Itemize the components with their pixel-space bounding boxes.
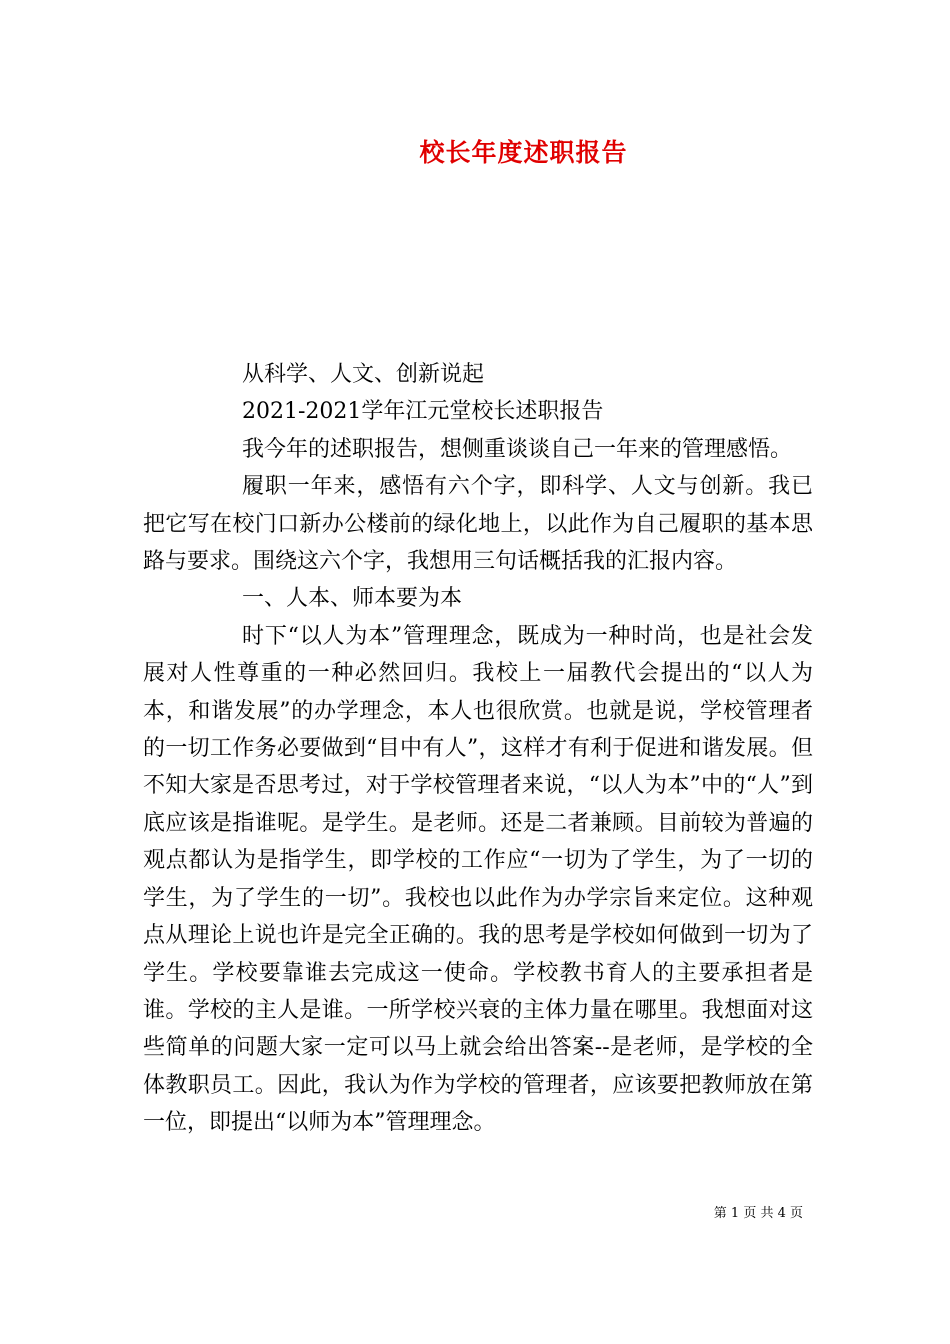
page-title: 校长年度述职报告	[419, 138, 628, 167]
page-footer: 第 1 页 共 4 页	[713, 1206, 803, 1221]
paragraph-intro: 我今年的述职报告，想侧重谈谈自己一年来的管理感悟。	[242, 436, 793, 462]
paragraph-body: 时下“以人为本”管理理念，既成为一种时尚，也是社会发展对人性尊重的一种必然回归。我校上一届教代会提出的“以人为本，和谐发展”的办学理念，本人也很欣赏。也就是说，学校管理者的一切工作务必要做到“目中有人”，这样才有利于促进和谐发展。但不知大家是否思考过，对于学校管理者来说，“以人为本”中的“人”到底应该是指谁呢。是学生。是老师。还是二者兼顾。目前较为普遍的观点都认为是指学生，即学校的工作应“一切为了学生，为了一切的学生，为了学生的一切”。我校也以此作为办学宗旨来定位。这种观点从理论上说也许是完全正确的。我的思考是学校如何做到一切为了学生。学校要靠谁去完成这一使命。学校教书育人的主要承担者是谁。学校的主人是谁。一所学校兴衰的主体力量在哪里。我想面对这些简单的问题大家一定可以马上就会给出答案--是老师，是学校的全体教职员工。因此，我认为作为学校的管理者，应该要把教师放在第一位，即提出“以师为本”管理理念。	[143, 623, 813, 1136]
document-body	[143, 356, 813, 1142]
paragraph-report-name: 2021-2021学年江元堂校长述职报告	[242, 399, 604, 425]
section-heading: 一、人本、师本要为本	[242, 586, 463, 612]
paragraph-subtitle: 从科学、人文、创新说起	[242, 362, 485, 387]
paragraph-summary: 履职一年来，感悟有六个字，即科学、人文与创新。我已把它写在校门口新办公楼前的绿化地上，以此作为自己履职的基本思路与要求。围绕这六个字，我想用三句话概括我的汇报内容。	[143, 474, 813, 575]
